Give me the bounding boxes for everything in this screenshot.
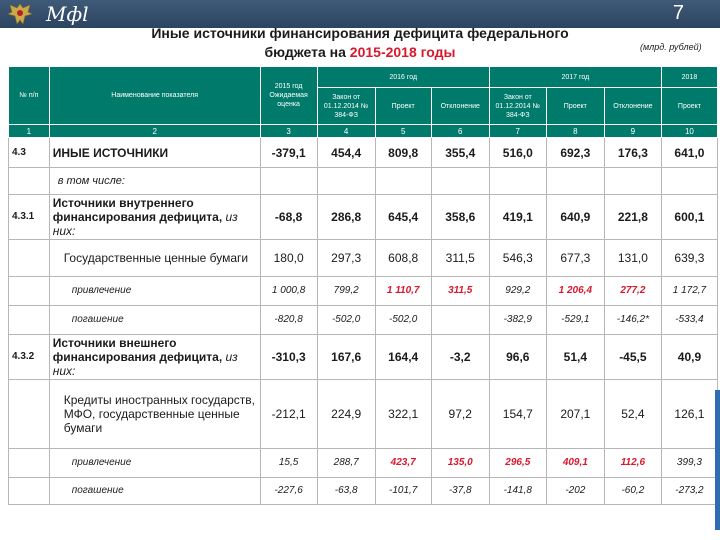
page-title [110,24,610,62]
cell-value: 677,3 [546,240,604,277]
cell-value: 96,6 [489,335,546,380]
cell-value: 1 110,7 [375,277,431,306]
head-2015: 2015 год Ожидаемая оценка [260,67,317,125]
row-name: в том числе: [49,168,260,195]
cell-value: 126,1 [661,380,717,449]
cell-value: -382,9 [489,306,546,335]
logo-text: Мфl [46,2,89,26]
row-name: погашение [49,306,260,335]
cell-value: 97,2 [431,380,489,449]
head-num: № п/п [9,67,50,125]
cell-value: -820,8 [260,306,317,335]
cell-value: 516,0 [489,138,546,168]
row-name-suffix: из них: [52,210,238,238]
head-2018: 2018 [661,67,717,88]
row-name-text: Источники внешнего финансирования дефицита, [52,336,223,364]
cell-value: -227,6 [260,478,317,505]
cell-value: -3,2 [431,335,489,380]
cell-value: -202 [546,478,604,505]
col-number: 9 [604,125,661,138]
cell-value: 600,1 [661,195,717,240]
cell-value: 221,8 [604,195,661,240]
row-name [49,335,260,380]
table-row [9,138,718,168]
head-proj-2017: Проект [546,88,604,125]
cell-value: 799,2 [317,277,375,306]
cell-value: 929,2 [489,277,546,306]
row-name: Государственные ценные бумаги [49,240,260,277]
cell-value: 40,9 [661,335,717,380]
cell-value: -141,8 [489,478,546,505]
units-note: (млрд. рублей) [640,42,702,52]
cell-value: 692,3 [546,138,604,168]
head-name: Наименование показателя [49,67,260,125]
row-name: привлечение [49,449,260,478]
cell-value: 1 000,8 [260,277,317,306]
cell-value: 15,5 [260,449,317,478]
cell-value: 224,9 [317,380,375,449]
page-number: 7 [672,2,684,24]
title-years: 2015-2018 годы [349,44,456,60]
cell-value: -533,4 [661,306,717,335]
cell-value: -37,8 [431,478,489,505]
row-name: ИНЫЕ ИСТОЧНИКИ [49,138,260,168]
row-name: погашение [49,478,260,505]
table-row [9,478,718,505]
cell-value: 409,1 [546,449,604,478]
col-number: 7 [489,125,546,138]
cell-value: 640,9 [546,195,604,240]
row-name [49,195,260,240]
head-2016: 2016 год [317,67,489,88]
table-row [9,195,718,240]
table-row [9,449,718,478]
eagle-emblem-icon [6,2,34,26]
cell-value: 288,7 [317,449,375,478]
head-proj-2016: Проект [375,88,431,125]
cell-value: 167,6 [317,335,375,380]
col-number: 8 [546,125,604,138]
cell-value: 286,8 [317,195,375,240]
title-line-2 [110,43,610,62]
cell-value: -60,2 [604,478,661,505]
row-name: Кредиты иностранных государств, МФО, государственные ценные бумаги [49,380,260,449]
cell-value: 546,3 [489,240,546,277]
row-name-suffix: из них: [52,350,238,378]
cell-value: 1 206,4 [546,277,604,306]
head-dev-2016: Отклонение [431,88,489,125]
row-code: 4.3.1 [9,195,50,240]
cell-value: 641,0 [661,138,717,168]
cell-value: 296,5 [489,449,546,478]
cell-value: -502,0 [375,306,431,335]
cell-value: 419,1 [489,195,546,240]
head-2017: 2017 год [489,67,661,88]
cell-value: 131,0 [604,240,661,277]
cell-value: 423,7 [375,449,431,478]
col-number: 4 [317,125,375,138]
financing-table [8,66,718,505]
col-number: 6 [431,125,489,138]
cell-value: 297,3 [317,240,375,277]
table-row [9,306,718,335]
row-name-text: Источники внутреннего финансирования дефицита, [52,196,223,224]
cell-value: 1 172,7 [661,277,717,306]
cell-value: -101,7 [375,478,431,505]
cell-value: 51,4 [546,335,604,380]
cell-value: -529,1 [546,306,604,335]
cell-value: -63,8 [317,478,375,505]
head-law-2017: Закон от 01.12.2014 № 384-ФЗ [489,88,546,125]
cell-value: 277,2 [604,277,661,306]
head-proj-2018: Проект [661,88,717,125]
table-row [9,168,718,195]
cell-value: 207,1 [546,380,604,449]
cell-value: 180,0 [260,240,317,277]
cell-value: 355,4 [431,138,489,168]
table-row [9,380,718,449]
cell-value: 322,1 [375,380,431,449]
cell-value: -45,5 [604,335,661,380]
cell-value: 112,6 [604,449,661,478]
cell-value: 311,5 [431,277,489,306]
cell-value: 608,8 [375,240,431,277]
cell-value [431,306,489,335]
table-row [9,277,718,306]
cell-value: -146,2* [604,306,661,335]
cell-value: 164,4 [375,335,431,380]
cell-value: 645,4 [375,195,431,240]
cell-value: -379,1 [260,138,317,168]
col-number: 10 [661,125,717,138]
head-law-2016: Закон от 01.12.2014 № 384-ФЗ [317,88,375,125]
row-code: 4.3 [9,138,50,168]
side-accent-bar [715,390,720,530]
title-prefix: бюджета на [264,44,350,60]
table-row [9,335,718,380]
cell-value: -273,2 [661,478,717,505]
head-dev-2017: Отклонение [604,88,661,125]
cell-value: 154,7 [489,380,546,449]
cell-value: -68,8 [260,195,317,240]
row-name: привлечение [49,277,260,306]
cell-value: -502,0 [317,306,375,335]
cell-value: 311,5 [431,240,489,277]
cell-value: -310,3 [260,335,317,380]
cell-value: 399,3 [661,449,717,478]
col-number: 2 [49,125,260,138]
cell-value: 639,3 [661,240,717,277]
cell-value: 358,6 [431,195,489,240]
cell-value: 52,4 [604,380,661,449]
title-line-1: Иные источники финансирования дефицита федерального [151,25,569,41]
row-code: 4.3.2 [9,335,50,380]
cell-value: 176,3 [604,138,661,168]
col-number: 1 [9,125,50,138]
col-number: 5 [375,125,431,138]
cell-value: 454,4 [317,138,375,168]
table-row [9,240,718,277]
cell-value: 809,8 [375,138,431,168]
cell-value: -212,1 [260,380,317,449]
cell-value: 135,0 [431,449,489,478]
col-number: 3 [260,125,317,138]
